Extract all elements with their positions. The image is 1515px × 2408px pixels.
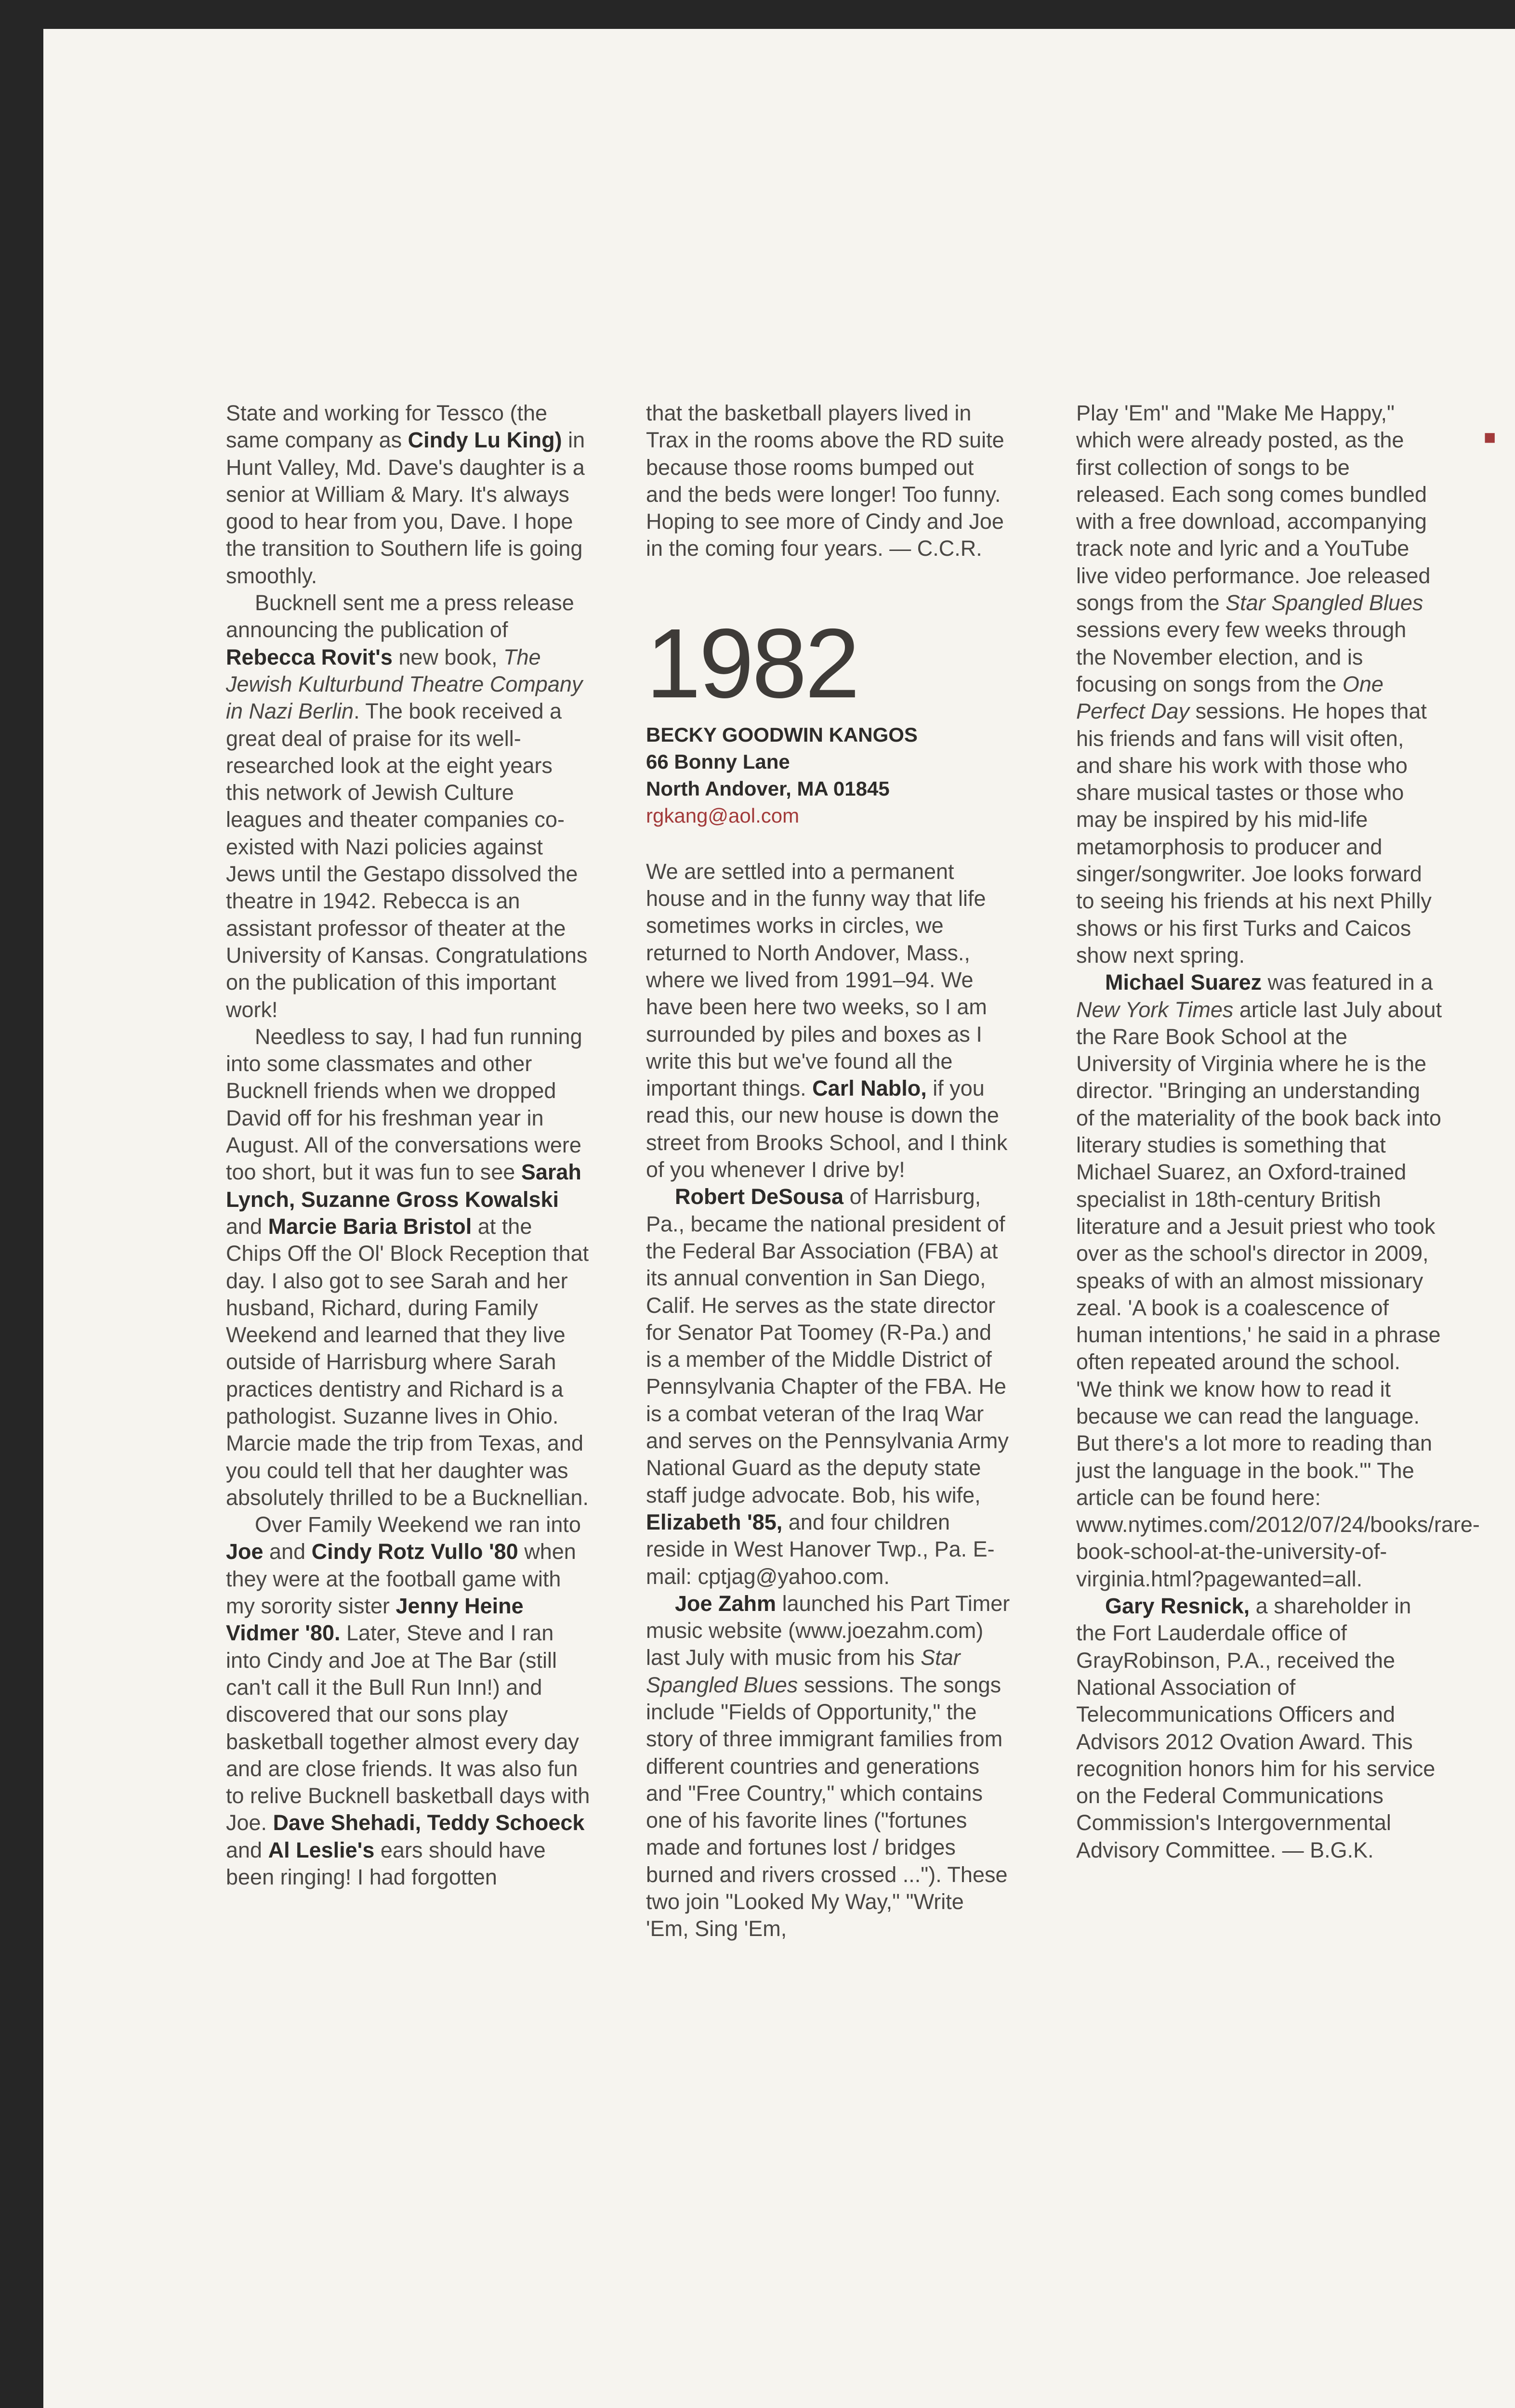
text-run: when they were at the football game with my sorority sister: [226, 1539, 576, 1619]
next-page-edge-mark: ■: [1484, 426, 1496, 448]
bold-name: Joe: [226, 1539, 263, 1564]
italic-title: Star Spangled Blues: [1225, 590, 1423, 615]
bold-name: Sarah Lynch, Suzanne Gross Kowalski: [226, 1160, 581, 1212]
text-run: of Harrisburg, Pa., became the national president of the Federal Bar Association (FBA) at its annual convention in San Diego, Calif. He serves as the state director for Senator Pat Toomey (R-Pa.) and is a member of the Middle District of Pennsylvania Chapter of the FBA. He is a combat veteran of the Iraq War and serves on the Pennsylvania Army National Guard as the deputy state staff judge advocate. Bob, his wife,: [646, 1184, 1009, 1507]
column-2-body: [646, 858, 1012, 1943]
text-run: and: [226, 1214, 268, 1239]
text-run: in Hunt Valley, Md. Dave's daughter is a senior at William & Mary. It's always good to hear from you, Dave. I hope the transition to Southern life is going smoothly.: [226, 428, 585, 588]
bold-name: Michael Suarez: [1105, 970, 1262, 995]
class-year-heading: 1982: [646, 608, 858, 719]
text-run: a shareholder in the Fort Lauderdale office of GrayRobinson, P.A., received the National Association of Telecommunications Officers and Advisors 2012 Ovation Award. This recognition honors him for his service on the Federal Communications Commission's Intergovernmental Advisory Committee. — B.G.K.: [1076, 1594, 1436, 1862]
column-2-intro: [646, 400, 1012, 563]
paragraph: [646, 858, 1012, 1184]
text-run: new book,: [392, 644, 504, 669]
bold-name: Cindy Lu King): [408, 428, 562, 453]
text-run: Bucknell sent me a press release announcing the publication of: [226, 590, 574, 642]
editor-street: 66 Bonny Lane: [646, 750, 790, 773]
text-run: Over Family Weekend we ran into: [255, 1512, 581, 1537]
column-2: [646, 400, 1012, 1943]
text-run: sessions every few weeks through the November election, and is focusing on songs from the: [1076, 617, 1407, 696]
bold-name: Carl Nablo,: [812, 1076, 927, 1101]
italic-title: The Jewish Kulturbund Theatre Company in Nazi Berlin: [226, 644, 583, 724]
bold-name: Rebecca Rovit's: [226, 644, 393, 669]
editor-email-link[interactable]: rgkang@aol.com: [646, 804, 800, 827]
text-run: Needless to say, I had fun running into some classmates and other Bucknell friends when we dropped David off for his freshman year in August. All of the conversations were too short, but it was fun to see: [226, 1024, 582, 1185]
text-run: sessions. The songs include "Fields of Opportunity," the story of three immigrant families from different countries and generations and "Free Country," which contains one of his favorite lines ("fortunes made and fortunes lost / bridges burned and rivers crossed ..."). These two join "Looked My Way," "Write 'Em, Sing 'Em,: [646, 1672, 1008, 1941]
text-run: Play 'Em" and "Make Me Happy," which were already posted, as the first collection of songs to be released. Each song comes bundled with a free download, accompanying track note and lyric and a YouTube live video performance. Joe released songs from the: [1076, 401, 1431, 615]
text-run: if you read this, our new house is down the street from Brooks School, and I think of you whenever I drive by!: [646, 1076, 1008, 1182]
column-1: [226, 400, 592, 1891]
class-editor-block: [646, 721, 1012, 829]
bold-name: Robert DeSousa: [675, 1184, 844, 1209]
bold-name: Joe Zahm: [675, 1591, 777, 1616]
italic-title: Star Spangled Blues: [646, 1645, 961, 1697]
italic-title: One Perfect Day: [1076, 671, 1383, 724]
paragraph: [226, 400, 592, 589]
text-run: sessions. He hopes that his friends and fans will visit often, and share his work with those who share musical tastes or those who may be inspired by his mid-life metamorphosis to producer and singer/songwriter. Joe looks forward to seeing his friends at his next Philly shows or his first Turks and Caicos show next spring.: [1076, 699, 1432, 968]
paragraph: [1076, 400, 1442, 969]
text-run: at the Chips Off the Ol' Block Reception that day. I also got to see Sarah and her husband, Richard, during Family Weekend and learned that they live outside of Harrisburg where Sarah practices dentistry and Richard is a pathologist. Suzanne lives in Ohio. Marcie made the trip from Texas, and you could tell that her daughter was absolutely thrilled to be a Bucknellian.: [226, 1214, 589, 1510]
paragraph: [646, 1183, 1012, 1590]
text-run: Later, Steve and I ran into Cindy and Joe at The Bar (still can't call it the Bull Run Inn!) and discovered that our sons play basketball together almost every day and are close friends. It was also fun to relive Bucknell basketball days with Joe.: [226, 1621, 590, 1835]
text-run: and four children reside in West Hanover Twp., Pa. E-mail: cptjag@yahoo.com.: [646, 1509, 995, 1589]
paragraph: [646, 1590, 1012, 1943]
text-run: was featured in a: [1262, 970, 1433, 995]
bleed-through-text: [477, 231, 1489, 270]
text-run: and: [263, 1539, 312, 1564]
paragraph: [1076, 1593, 1442, 1864]
bold-name: Al Leslie's: [268, 1837, 375, 1862]
text-run: . The book received a great deal of praise for its well-researched look at the eight years this network of Jewish Culture leagues and theater companies co-existed with Nazi policies against Jews until the Gestapo dissolved the theatre in 1942. Rebecca is an assistant professor of theater at the University of Kansas. Congratulations on the publication of this important work!: [226, 699, 588, 1022]
column-3: [1076, 400, 1480, 1864]
editor-city: North Andover, MA 01845: [646, 777, 890, 800]
paragraph: [646, 400, 1012, 563]
text-run: ears should have been ringing! I had forgotten: [226, 1837, 546, 1890]
paragraph: [226, 1023, 592, 1511]
text-run: and: [226, 1837, 268, 1862]
text-run: launched his Part Timer music website (www.joezahm.com) last July with music from his: [646, 1591, 1010, 1670]
editor-name: BECKY GOODWIN KANGOS: [646, 723, 918, 746]
text-run: State and working for Tessco (the same company as: [226, 401, 548, 453]
bold-name: Marcie Baria Bristol: [268, 1214, 472, 1239]
paragraph: [226, 589, 592, 1023]
text-run: article last July about the Rare Book School at the University of Virginia where he is the director. "Bringing an understanding of the materiality of the book back into literary studies is something that Michael Suarez, an Oxford-trained specialist in 18th-century British literature and a Jesuit priest who took over as the school's director in 2009, speaks of with an almost missionary zeal. 'A book is a coalescence of human intentions,' he said in a phrase often repeated around the school. 'We think we know how to read it because we can read the language. But there's a lot more to reading than just the language in the book.'" The article can be found here: www.nytimes.com/2012/07/24/books/rare-book-school-at-the-university-of-virginia.html?pagewanted=all.: [1076, 997, 1480, 1591]
magazine-page: [43, 29, 1515, 2408]
italic-title: New York Times: [1076, 997, 1234, 1022]
paragraph: [226, 1511, 592, 1891]
text-run: that the basketball players lived in Trax in the rooms above the RD suite because those rooms bumped out and the beds were longer! Too funny. Hoping to see more of Cindy and Joe in the coming four years. — C.C.R.: [646, 401, 1004, 561]
paragraph: [1076, 969, 1480, 1593]
bold-name: Gary Resnick,: [1105, 1594, 1250, 1619]
bold-name: Elizabeth '85,: [646, 1509, 783, 1534]
bold-name: Dave Shehadi, Teddy Schoeck: [273, 1810, 585, 1835]
bold-name: Jenny Heine Vidmer '80.: [226, 1594, 524, 1646]
bold-name: Cindy Rotz Vullo '80: [311, 1539, 518, 1564]
text-run: We are settled into a permanent house and in the funny way that life sometimes works in circles, we returned to North Andover, Mass., where we lived from 1991–94. We have been here two weeks, so I am surrounded by piles and boxes as I write this but we've found all the important things.: [646, 859, 987, 1101]
